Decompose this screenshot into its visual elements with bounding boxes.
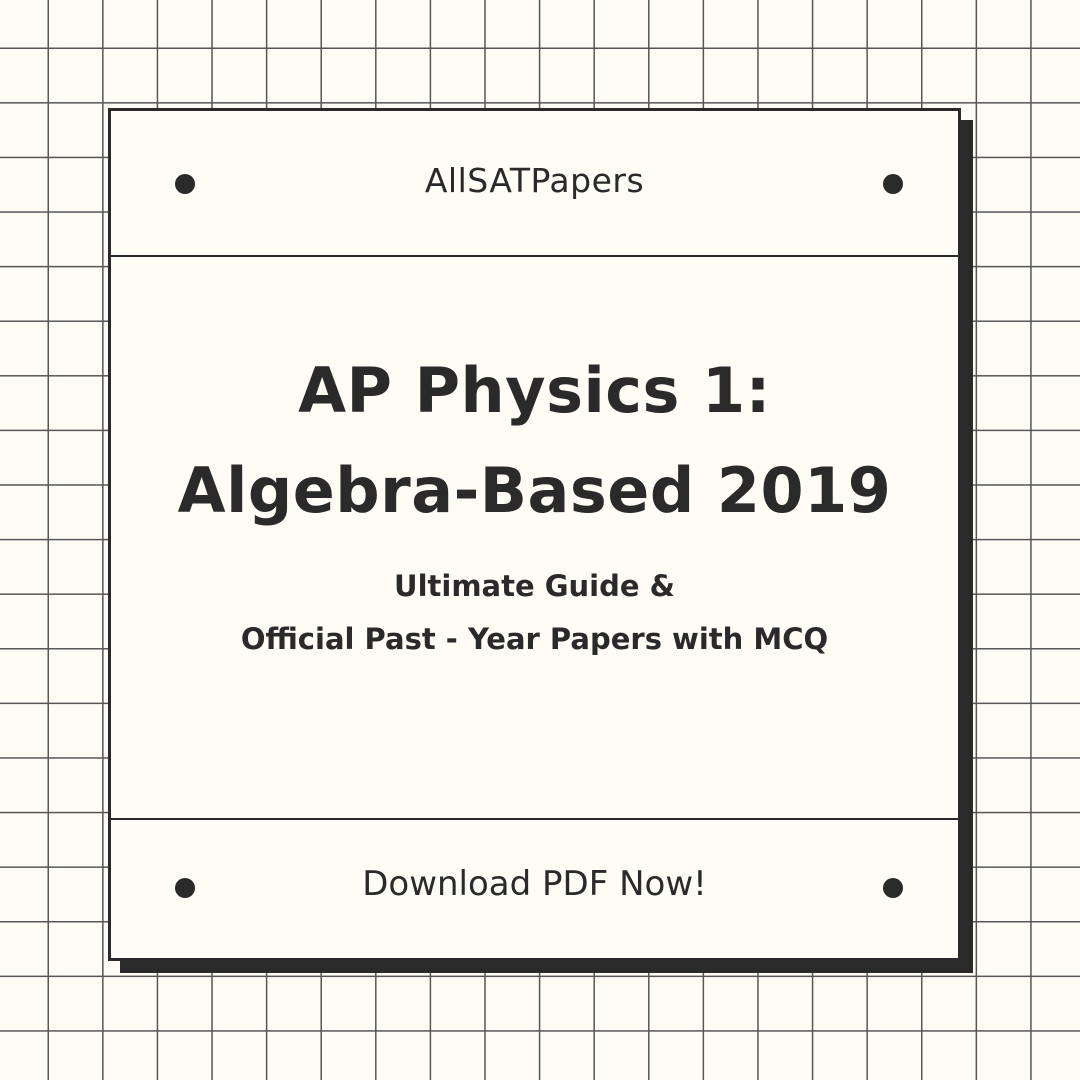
bullet-dot-icon: [883, 878, 903, 898]
subtitle-line-2: Official Past - Year Papers with MCQ: [240, 622, 829, 656]
title-line-2: Algebra-Based 2019: [177, 454, 892, 527]
page-title: [111, 341, 958, 541]
promo-card: [108, 108, 961, 961]
card-header: [111, 111, 958, 257]
subtitle: [111, 560, 958, 666]
download-cta[interactable]: Download PDF Now!: [362, 864, 707, 904]
subtitle-line-1: Ultimate Guide &: [394, 569, 675, 603]
bullet-dot-icon: [883, 174, 903, 194]
title-line-1: AP Physics 1:: [298, 354, 771, 427]
card-footer: [111, 818, 958, 958]
card-body: [111, 257, 958, 818]
brand-name: AllSATPapers: [424, 161, 645, 200]
